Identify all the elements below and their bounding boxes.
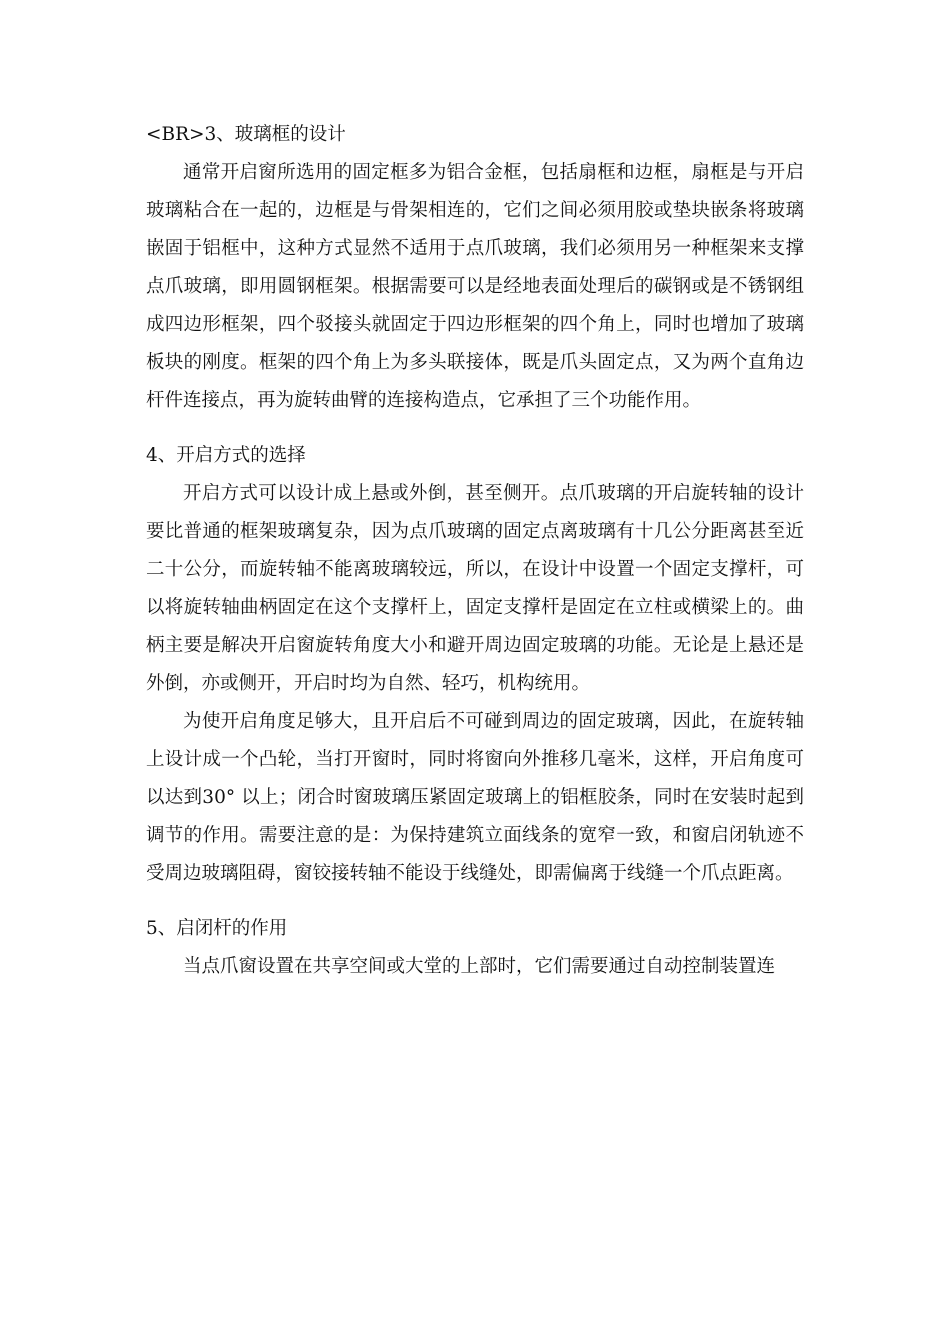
section-gap — [146, 420, 804, 437]
section-heading-glass-frame: <BR>3、玻璃框的设计 — [146, 124, 346, 145]
document-body — [146, 116, 804, 986]
paragraph-opening-method-2: 为使开启角度足够大，且开启后不可碰到周边的固定玻璃，因此，在旋转轴上设计成一个凸轮，当打开窗时，同时将窗向外推移几毫米，这样，开启角度可以达到30° 以上；闭合时窗玻璃压紧固定玻璃上的铝框胶条，同时在安装时起到调节的作用。需要注意的是：为保持建筑立面线条的宽窄一致，和窗启闭轨迹不受周边玻璃阻碍，窗铰接转轴不能设于线缝处，即需偏离于线缝一个爪点距离。 — [146, 711, 804, 884]
section-heading-opening-rod: 5、启闭杆的作用 — [146, 918, 288, 939]
section-heading-opening-method: 4、开启方式的选择 — [146, 445, 306, 466]
paragraph-glass-frame: 通常开启窗所选用的固定框多为铝合金框，包括扇框和边框，扇框是与开启玻璃粘合在一起的，边框是与骨架相连的，它们之间必须用胶或垫块嵌条将玻璃嵌固于铝框中，这种方式显然不适用于点爪玻璃，我们必须用另一种框架来支撑点爪玻璃，即用圆钢框架。根据需要可以是经地表面处理后的碳钢或是不锈钢组成四边形框架，四个驳接头就固定于四边形框架的四个角上，同时也增加了玻璃板块的刚度。框架的四个角上为多头联接体，既是爪头固定点，又为两个直角边杆件连接点，再为旋转曲臂的连接构造点，它承担了三个功能作用。 — [146, 162, 804, 411]
section-gap — [146, 893, 804, 910]
paragraph-opening-rod: 当点爪窗设置在共享空间或大堂的上部时，它们需要通过自动控制装置连 — [183, 956, 776, 977]
paragraph-opening-method-1: 开启方式可以设计成上悬或外倒，甚至侧开。点爪玻璃的开启旋转轴的设计要比普通的框架玻璃复杂，因为点爪玻璃的固定点离玻璃有十几公分距离甚至近二十公分，而旋转轴不能离玻璃较远，所以，在设计中设置一个固定支撑杆，可以将旋转轴曲柄固定在这个支撑杆上，固定支撑杆是固定在立柱或横梁上的。曲柄主要是解决开启窗旋转角度大小和避开周边固定玻璃的功能。无论是上悬还是外倒，亦或侧开，开启时均为自然、轻巧，机构统用。 — [146, 483, 804, 694]
